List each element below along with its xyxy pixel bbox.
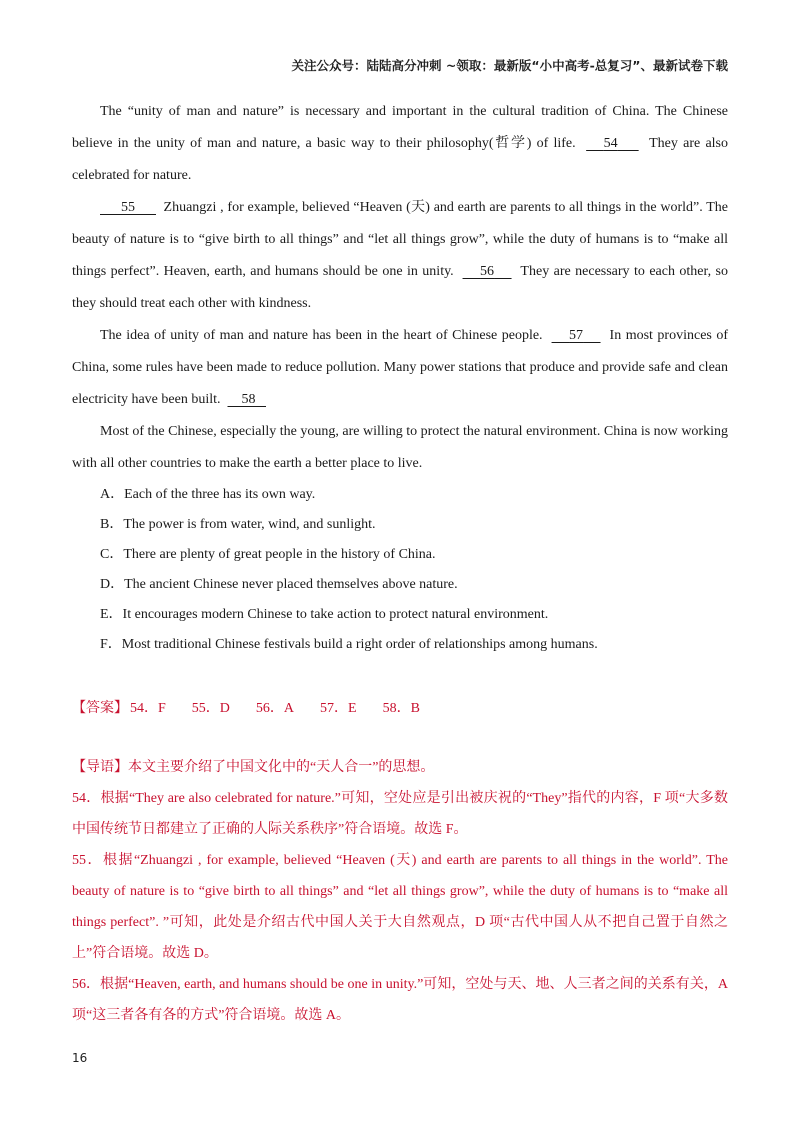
p3-text-b: In most provinces of China, some rules have been made to reduce pollution. Many power stations that produce and provide safe and clean electricity have been built. xyxy=(72,328,729,407)
p2-text-a: Zhuangzi , for example, believed “Heaven (天) and earth are parents to all things in the world”. The beauty of nature is to “give birth to all things” and “let all things grow”, while the duty of humans is to “make all things perfect”. Heaven, earth, and humans should be one in unity. xyxy=(72,200,729,279)
explanation-intro: 【导语】本文主要介绍了中国文化中的“天人合一”的思想。 xyxy=(72,760,435,775)
blank-56: 56 xyxy=(480,264,495,279)
answer-label: 【答案】 xyxy=(72,701,128,716)
option-c: C．There are plenty of great people in the history of China. xyxy=(100,547,436,562)
page-number: 16 xyxy=(72,1051,88,1065)
answer-58: 58．B xyxy=(382,701,420,716)
option-a: A．Each of the three has its own way. xyxy=(100,487,316,502)
passage-paragraph-2 xyxy=(72,192,728,320)
explanation-54: 54．根据“They are also celebrated for nature.”可知，空处应是引出被庆祝的“They”指代的内容，F 项“大多数中国传统节日都建立了正确的人际关系秩序”符合语境。故选 F。 xyxy=(72,791,728,837)
answer-57: 57．E xyxy=(320,701,357,716)
answer-line xyxy=(72,694,728,724)
p1-text-b: They are also celebrated for nature. xyxy=(72,136,729,183)
p3-text-a: The idea of unity of man and nature has been in the heart of Chinese people. xyxy=(100,328,543,343)
blank-57: 57 xyxy=(569,328,584,343)
options-list xyxy=(72,480,728,660)
passage-paragraph-3 xyxy=(72,320,728,416)
option-b: B．The power is from water, wind, and sunlight. xyxy=(100,517,376,532)
answer-54: 54．F xyxy=(130,701,166,716)
p2-text-b: They are necessary to each other, so they should treat each other with kindness. xyxy=(72,264,728,311)
explanation-55: 55．根据“Zhuangzi , for example, believed “Heaven (天) and earth are parents to all things in the world”. The beauty of nature is to “give birth to all things” and “let all things grow”, while the duty of humans is to “make all things perfect”. ”可知，此处是介绍古代中国人关于大自然观点，D 项“古代中国人从不把自己置于自然之上”符合语境。故选 D。 xyxy=(72,853,728,961)
option-e: E．It encourages modern Chinese to take action to protect natural environment. xyxy=(100,607,549,622)
blank-54: 54 xyxy=(603,136,618,151)
p1-text-a: The “unity of man and nature” is necessary and important in the cultural tradition of China. The Chinese believe in the unity of man and nature, a basic way to their philosophy(哲学) of life. xyxy=(72,104,728,151)
option-f: F．Most traditional Chinese festivals build a right order of relationships among humans. xyxy=(100,637,598,652)
option-d: D．The ancient Chinese never placed themselves above nature. xyxy=(100,577,458,592)
page-content xyxy=(72,96,728,1031)
answer-55: 55．D xyxy=(191,701,230,716)
blank-55: 55 xyxy=(121,200,135,215)
passage-paragraph-1 xyxy=(72,96,728,192)
explanation-56: 56．根据“Heaven, earth, and humans should be one in unity.”可知，空处与天、地、人三者之间的关系有关，A 项“这三者各有各的方式”符合语境。故选 A。 xyxy=(72,977,728,1023)
blank-58: 58 xyxy=(241,392,256,407)
answer-56: 56．A xyxy=(255,701,295,716)
page-header: 关注公众号：陆陆高分冲刺 ~领取：最新版“小中高考-总复习”、最新试卷下载 xyxy=(291,58,728,73)
passage-paragraph-4: Most of the Chinese, especially the young, are willing to protect the natural environment. China is now working with all other countries to make the earth a better place to live. xyxy=(72,424,728,471)
